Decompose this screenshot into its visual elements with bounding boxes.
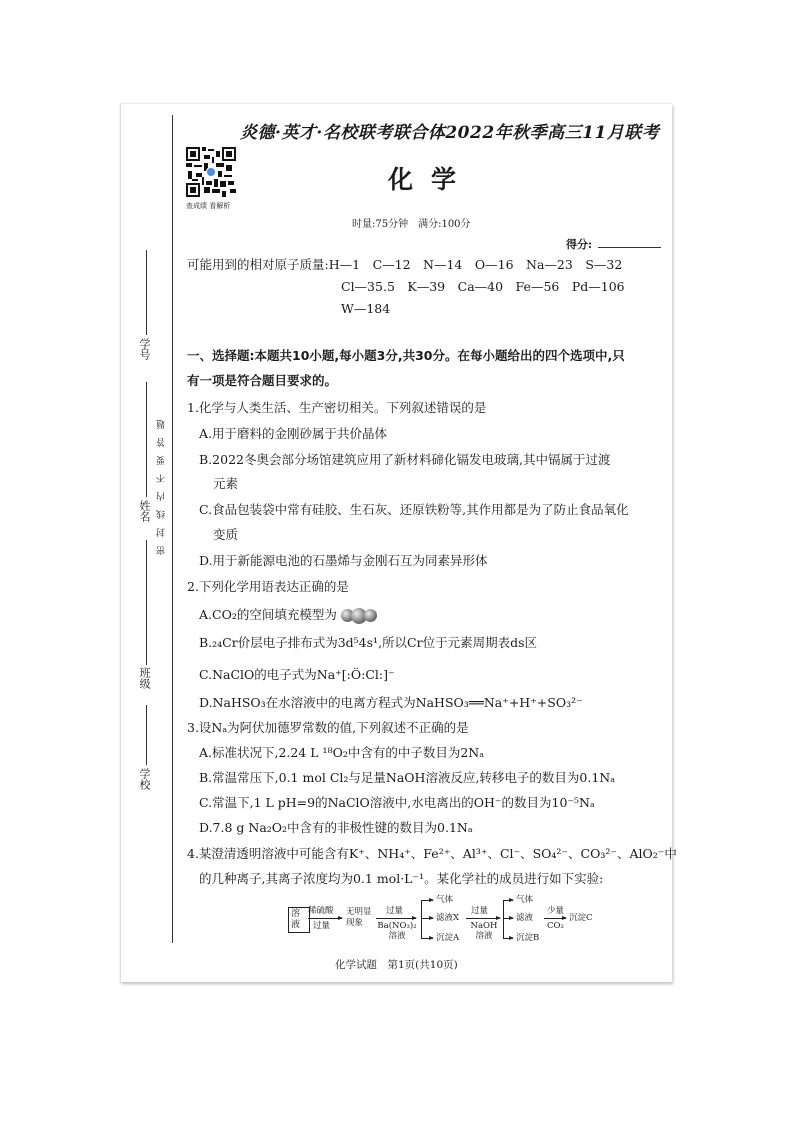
flow-branch-2 <box>503 900 504 938</box>
time-info: 时量:75分钟 满分:100分 <box>352 219 471 230</box>
q4-stem-line2: 的几种离子,其离子浓度均为0.1 mol·L⁻¹。某化学社的成员进行如下实验: <box>199 871 604 886</box>
atomic-mass-line2: Cl—35.5 K—39 Ca—40 Fe—56 Pd—106 <box>341 279 625 294</box>
flow-arrow-4 <box>544 918 566 919</box>
q3-option-b[interactable]: B.常温常压下,0.1 mol Cl₂与足量NaOH溶液反应,转移电子的数目为0.1Nₐ <box>199 770 616 785</box>
flow-arrow-b <box>503 938 513 939</box>
school-line <box>146 705 147 765</box>
school-label: 学校 <box>138 768 151 790</box>
section1-line2: 有一项是符合题目要求的。 <box>187 373 338 388</box>
flow-filtrate: 滤液 <box>516 913 534 923</box>
flow-reagent-2: NaOH溶液 <box>470 921 498 941</box>
flow-ppt-a: 沉淀A <box>436 933 460 943</box>
q1-stem: 1.化学与人类生活、生产密切相关。下列叙述错误的是 <box>187 400 487 415</box>
flow-branch-1 <box>421 900 422 938</box>
q1-option-b[interactable]: B.2022冬奥会部分场馆建筑应用了新材料碲化镉发电玻璃,其中镉属于过渡 <box>199 452 611 467</box>
flow-solution-box: 溶液 <box>288 907 310 933</box>
flow-acid-amount: 过量 <box>313 921 331 931</box>
flow-arrow-3 <box>466 918 500 919</box>
qr-caption: 查成绩 看解析 <box>186 202 231 210</box>
section1-line1: 一、选择题:本题共10小题,每小题3分,共30分。在每小题给出的四个选项中,只 <box>187 348 625 363</box>
flow-filtrate-x: 滤液X <box>436 913 460 923</box>
q1-option-d[interactable]: D.用于新能源电池的石墨烯与金刚石互为同素异形体 <box>199 553 488 568</box>
score-field[interactable] <box>598 247 661 248</box>
name-line <box>146 382 147 497</box>
name-label: 姓名 <box>138 500 151 522</box>
q2-option-b[interactable]: B.₂₄Cr价层电子排布式为3d⁵4s¹,所以Cr位于元素周期表ds区 <box>199 635 537 650</box>
q1-option-a[interactable]: A.用于磨料的金刚砂属于共价晶体 <box>199 426 388 441</box>
q3-option-d[interactable]: D.7.8 g Na₂O₂中含有的非极性键的数目为0.1Nₐ <box>199 820 473 835</box>
q2-option-c[interactable]: C.NaClO的电子式为Na⁺[:Ö:Cl:]⁻ <box>199 667 395 682</box>
flow-little: 少量 <box>547 906 565 916</box>
seal-text: 密 封 线 内 不 要 答 题 <box>157 420 167 555</box>
student-id-line <box>146 250 147 335</box>
flow-gas-2: 气体 <box>516 895 534 905</box>
flow-reagent-1: Ba(NO₃)₂溶液 <box>377 921 417 941</box>
flow-co2: CO₂ <box>547 921 564 931</box>
q4-stem-line1: 4.某澄清透明溶液中可能含有K⁺、NH₄⁺、Fe²⁺、Al³⁺、Cl⁻、SO₄²⁻、CO₃²⁻、AlO₂⁻中 <box>187 846 677 861</box>
atomic-mass-line1: 可能用到的相对原子质量:H—1 C—12 N—14 O—16 Na—23 S—32 <box>187 257 623 272</box>
q3-option-a[interactable]: A.标准状况下,2.24 L ¹⁸O₂中含有的中子数目为2Nₐ <box>199 745 485 760</box>
flow-arrow-a <box>421 938 433 939</box>
atomic-mass-line3: W—184 <box>341 301 391 316</box>
oxygen-atom-icon <box>364 609 377 622</box>
flow-arrow-filtrate <box>503 918 513 919</box>
flow-gas-1: 气体 <box>436 895 454 905</box>
qr-code-icon[interactable] <box>186 147 236 197</box>
q1-option-c-cont: 变质 <box>213 527 239 542</box>
subject-title: 化学 <box>388 165 475 194</box>
class-label: 班级 <box>138 667 151 689</box>
q2-stem: 2.下列化学用语表达正确的是 <box>187 579 349 594</box>
page-footer: 化学试题 第1页(共10页) <box>335 959 458 971</box>
q1-option-c[interactable]: C.食品包装袋中常有硅胶、生石灰、还原铁粉等,其作用都是为了防止食品氧化 <box>199 502 629 517</box>
q2-option-a[interactable] <box>199 607 377 624</box>
co2-model <box>341 607 377 624</box>
exam-title: 炎德·英才·名校联考联合体2022年秋季高三11月联考 <box>240 123 660 143</box>
q2-option-a-text: A.CO₂的空间填充模型为 <box>199 607 337 622</box>
flow-arrow-x <box>421 918 433 919</box>
binding-line <box>172 115 173 943</box>
q3-stem: 3.设Nₐ为阿伏加德罗常数的值,下列叙述不正确的是 <box>187 720 469 735</box>
flow-ppt-c: 沉淀C <box>569 913 593 923</box>
flow-arrow-2 <box>376 918 416 919</box>
flow-arrow-gas1 <box>421 900 433 901</box>
flow-excess-1: 过量 <box>386 906 404 916</box>
flow-excess-2: 过量 <box>471 906 489 916</box>
flow-arrow-1 <box>308 918 342 919</box>
flow-acid-label: 稀硫酸 <box>308 906 334 916</box>
experiment-flowchart <box>286 895 596 947</box>
q2-option-d[interactable]: D.NaHSO₃在水溶液中的电离方程式为NaHSO₃══Na⁺+H⁺+SO₃²⁻ <box>199 695 583 710</box>
flow-no-change: 无明显现象 <box>346 907 372 928</box>
student-id-label: 学号 <box>138 338 151 360</box>
class-line <box>146 540 147 665</box>
score-label: 得分: <box>566 238 593 251</box>
flow-ppt-b: 沉淀B <box>516 933 540 943</box>
q3-option-c[interactable]: C.常温下,1 L pH=9的NaClO溶液中,水电离出的OH⁻的数目为10⁻⁵Nₐ <box>199 795 595 810</box>
q1-option-b-cont: 元素 <box>213 476 239 491</box>
flow-arrow-gas2 <box>503 900 513 901</box>
